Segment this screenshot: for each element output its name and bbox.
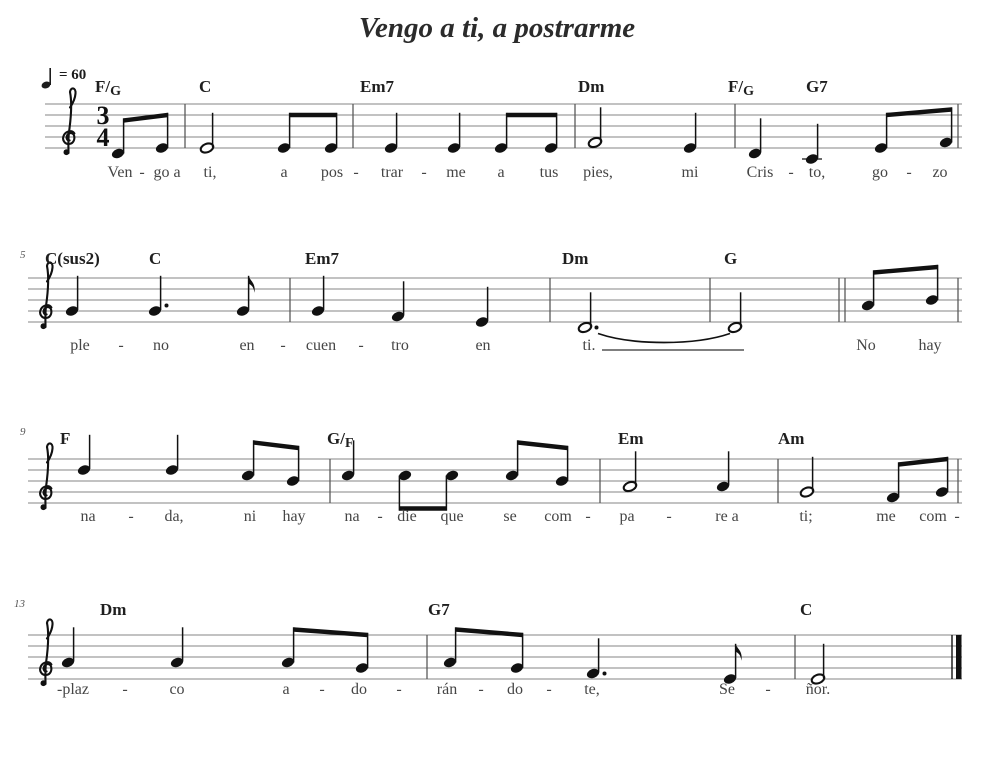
lyric-syllable: no [153, 337, 169, 354]
augmentation-dot [165, 304, 169, 308]
final-barline [956, 635, 962, 679]
chord-label: Am [778, 429, 805, 448]
chord-label: Em7 [360, 77, 394, 96]
chord-root: F/ [728, 77, 744, 96]
note-beam [507, 113, 557, 117]
lyric-syllable: - [666, 508, 672, 525]
lyric-syllable: die [397, 508, 417, 525]
lyric-syllable: - [585, 508, 591, 525]
measure-number: 5 [20, 249, 26, 261]
lyric-syllable: com [544, 508, 572, 525]
time-signature-numerator: 3 [96, 101, 110, 130]
lyric-syllable: - [128, 508, 134, 525]
lyric-syllable: - [421, 164, 427, 181]
lyric-syllable: que [440, 508, 464, 525]
note-beam [874, 265, 938, 275]
measure-number: 13 [14, 598, 25, 610]
lyric-syllable: - [139, 164, 145, 181]
note-beam [290, 113, 337, 117]
lyric-syllable: - [765, 681, 771, 698]
lyric-syllable: Se [719, 681, 735, 698]
lyric-syllable: en [239, 337, 255, 354]
lyric-syllable: ñor. [805, 681, 831, 698]
lyric-syllable: -plaz [57, 681, 89, 698]
lyric-syllable: - [118, 337, 124, 354]
lyric-syllable: re a [715, 508, 739, 525]
measure-number: 9 [20, 426, 26, 438]
lyric-syllable: do [507, 681, 523, 698]
lyric-syllable: hay [282, 508, 306, 525]
lyric-syllable: a [497, 164, 505, 181]
lyric-syllable: - [906, 164, 912, 181]
lyric-syllable: cuen [305, 337, 337, 354]
chord-root: F/ [95, 77, 111, 96]
lyric-syllable: a [280, 164, 288, 181]
score-title: Vengo a ti, a postrarme [358, 12, 636, 44]
lyric-syllable: rán [436, 681, 458, 698]
tempo-text: = 60 [59, 67, 87, 83]
chord-label: Em7 [305, 249, 339, 268]
lyric-syllable: pa [619, 508, 635, 525]
lyric-syllable: mi [681, 164, 699, 181]
treble-clef [41, 504, 47, 510]
lyric-syllable: ti; [799, 508, 813, 525]
lyric-syllable: - [954, 508, 960, 525]
lyric-syllable: go [872, 164, 888, 181]
lyric-syllable: me [446, 164, 466, 181]
chord-label [95, 77, 121, 97]
lyric-syllable: zo [932, 164, 948, 181]
lyric-syllable: - [353, 164, 359, 181]
lyric-syllable: - [319, 681, 325, 698]
chord-label: Em [618, 429, 644, 448]
lyric-syllable: a [282, 681, 290, 698]
chord-label: C(sus2) [45, 249, 100, 268]
note-beam [887, 107, 952, 117]
lyric-syllable: - [478, 681, 484, 698]
lyric-syllable: Ven [107, 164, 133, 181]
lyric-syllable: - [788, 164, 794, 181]
lyric-syllable: pos [320, 164, 344, 181]
treble-clef [41, 680, 47, 686]
chord-bass: F [344, 436, 354, 451]
lyric-syllable: - [396, 681, 402, 698]
lyric-syllable: ti, [203, 164, 217, 181]
note-beam [456, 627, 523, 637]
note-beam [254, 440, 299, 450]
lyric-syllable: tro [391, 337, 409, 354]
lyric-syllable: co [169, 681, 185, 698]
lyric-syllable: ti. [582, 337, 596, 354]
note-beam [518, 440, 568, 450]
lyric-syllable: te, [584, 681, 600, 698]
lyric-syllable: pies, [583, 164, 613, 181]
lyric-syllable: ple [70, 337, 90, 354]
chord-label: Dm [578, 77, 605, 96]
lyric-syllable: com [919, 508, 947, 525]
lyric-syllable: trar [380, 164, 404, 181]
note-beam [124, 113, 168, 123]
chord-label [327, 429, 354, 449]
lyric-syllable: No [856, 337, 876, 354]
lyric-syllable: go a [153, 164, 181, 181]
lyric-syllable: na [80, 508, 96, 525]
lyric-syllable: - [280, 337, 286, 354]
note-beam [294, 627, 368, 637]
lyric-syllable: hay [918, 337, 942, 354]
chord-label: C [800, 600, 813, 619]
lyric-syllable: se [503, 508, 517, 525]
chord-label: C [199, 77, 212, 96]
lyric-syllable: to, [808, 164, 826, 181]
augmentation-dot [603, 672, 607, 676]
treble-clef [64, 149, 70, 155]
chord-root: G/ [327, 429, 345, 448]
chord-label: G7 [428, 600, 450, 619]
lyric-syllable: do [351, 681, 367, 698]
note-beam [899, 457, 948, 467]
lyric-syllable: ni [243, 508, 257, 525]
lyric-syllable: - [377, 508, 383, 525]
lyric-syllable: - [122, 681, 128, 698]
chord-label: G [724, 249, 738, 268]
chord-label [728, 77, 754, 97]
chord-label: G7 [806, 77, 828, 96]
chord-label: F [60, 429, 71, 448]
lyric-syllable: na [344, 508, 360, 525]
lyric-syllable: me [876, 508, 896, 525]
lyric-syllable: Cris [746, 164, 774, 181]
augmentation-dot [595, 326, 599, 330]
chord-bass: G [110, 84, 121, 99]
chord-label: C [149, 249, 162, 268]
lyric-syllable: en [475, 337, 491, 354]
chord-label: Dm [100, 600, 127, 619]
lyric-syllable: - [546, 681, 552, 698]
chord-label: Dm [562, 249, 589, 268]
chord-bass: G [743, 84, 754, 99]
lyric-syllable: - [358, 337, 364, 354]
time-signature-denominator: 4 [96, 123, 110, 152]
tie [598, 334, 730, 343]
lyric-syllable: tus [539, 164, 559, 181]
lyric-syllable: da, [164, 508, 184, 525]
treble-clef [41, 323, 47, 329]
